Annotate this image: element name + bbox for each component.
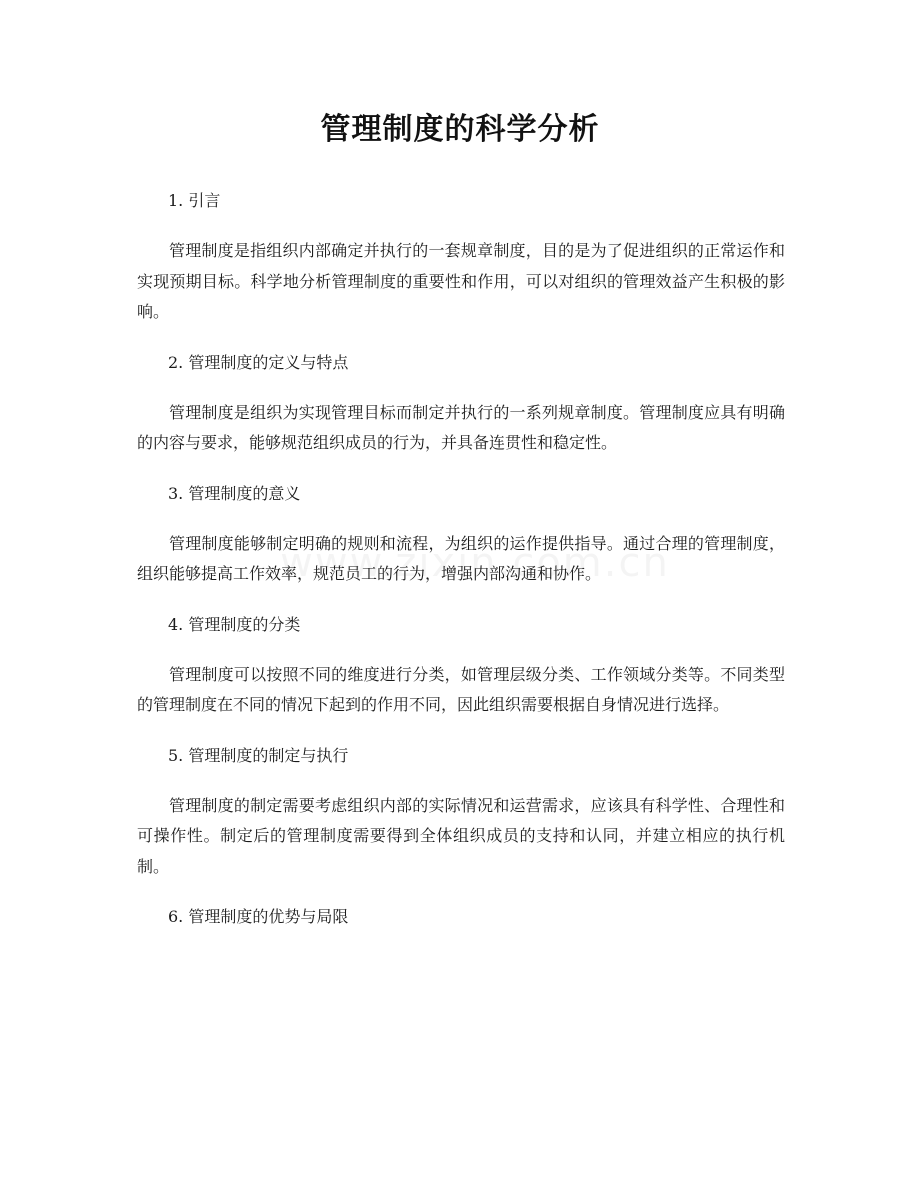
section-paragraph-3: 管理制度能够制定明确的规则和流程，为组织的运作提供指导。通过合理的管理制度，组织能够提高工作效率，规范员工的行为，增强内部沟通和协作。 (137, 533, 785, 583)
document-body (137, 186, 785, 952)
section-heading-3: 3. 管理制度的意义 (168, 483, 301, 503)
section-heading-1: 1. 引言 (168, 191, 221, 210)
section-heading-5: 5. 管理制度的制定与执行 (168, 745, 349, 765)
section-heading-6: 6. 管理制度的优势与局限 (168, 907, 349, 926)
section-paragraph-4: 管理制度可以按照不同的维度进行分类，如管理层级分类、工作领域分类等。不同类型的管理制度在不同的情况下起到的作用不同，因此组织需要根据自身情况进行选择。 (137, 664, 785, 714)
document-title: 管理制度的科学分析 (320, 112, 600, 147)
section-paragraph-5: 管理制度的制定需要考虑组织内部的实际情况和运营需求，应该具有科学性、合理性和可操作性。制定后的管理制度需要得到全体组织成员的支持和认同，并建立相应的执行机制。 (137, 795, 785, 876)
section-heading-2: 2. 管理制度的定义与特点 (168, 352, 349, 372)
section-paragraph-1: 管理制度是指组织内部确定并执行的一套规章制度，目的是为了促进组织的正常运作和实现预期目标。科学地分析管理制度的重要性和作用，可以对组织的管理效益产生积极的影响。 (137, 241, 785, 321)
section-paragraph-2: 管理制度是组织为实现管理目标而制定并执行的一系列规章制度。管理制度应具有明确的内容与要求，能够规范组织成员的行为，并具备连贯性和稳定性。 (137, 402, 785, 452)
section-heading-4: 4. 管理制度的分类 (168, 614, 301, 634)
